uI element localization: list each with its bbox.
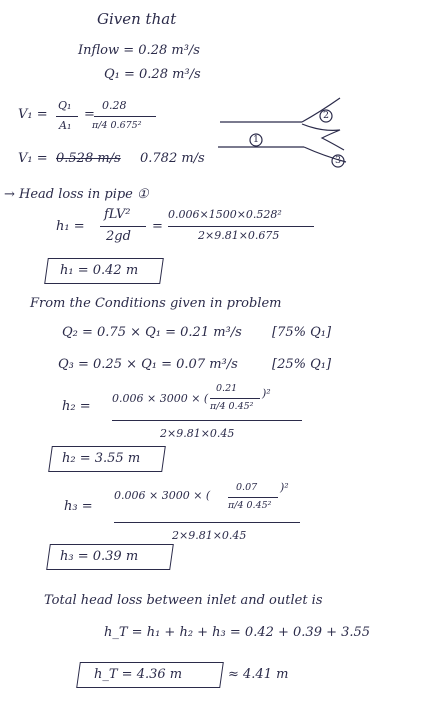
diagram-label-3: 3 — [335, 155, 342, 166]
h3-inner-den: π/4 0.45² — [228, 500, 272, 511]
h3-den: 2×9.81×0.45 — [172, 529, 247, 542]
v1-struck-value: 0.528 m/s — [56, 151, 121, 166]
total-heading: Total head loss between inlet and outlet is — [44, 593, 323, 608]
h1-formula-bar — [100, 226, 146, 227]
diagram-label-1: 1 — [253, 134, 260, 145]
h3-inner-bar — [228, 497, 278, 498]
h2-power: )² — [262, 387, 271, 400]
h1-eq: = — [152, 219, 163, 234]
v1-den: π/4 0.675² — [92, 120, 142, 131]
h2-lhs: h₂ = — [62, 399, 91, 414]
v1-frac-num: Q₁ — [58, 99, 72, 112]
inflow-line: Inflow = 0.28 m³/s — [78, 43, 200, 58]
total-result: h_T = 4.36 m — [94, 667, 183, 682]
h2-result: h₂ = 3.55 m — [62, 451, 141, 466]
given-heading: Given that — [97, 10, 177, 28]
h2-inner-den: π/4 0.45² — [210, 401, 254, 412]
h3-inner-num: 0.07 — [236, 482, 258, 493]
total-sum: h_T = h₁ + h₂ + h₃ = 0.42 + 0.39 + 3.55 — [104, 625, 371, 640]
h3-result: h₃ = 0.39 m — [60, 549, 139, 564]
h1-formula-num: fLV² — [104, 207, 131, 222]
h1-sub-den: 2×9.81×0.675 — [198, 229, 280, 242]
q2-note: [75% Q₁] — [272, 325, 332, 340]
q3-line: Q₃ = 0.25 × Q₁ = 0.07 m³/s — [58, 357, 238, 372]
q3-note: [25% Q₁] — [272, 357, 332, 372]
v1-result: 0.782 m/s — [140, 151, 205, 166]
q1-line: Q₁ = 0.28 m³/s — [104, 67, 201, 82]
v1-num: 0.28 — [102, 99, 127, 112]
h3-power: )² — [280, 481, 289, 494]
h2-num: 0.006 × 3000 × ( — [112, 392, 209, 405]
h3-lhs: h₃ = — [64, 499, 93, 514]
h1-sub-num: 0.006×1500×0.528² — [168, 208, 282, 221]
v1-lhs: V₁ = — [18, 107, 48, 122]
h1-sub-bar — [168, 226, 314, 227]
h3-num: 0.006 × 3000 × ( — [114, 489, 211, 502]
h2-inner-num: 0.21 — [216, 383, 238, 394]
h3-main-bar — [114, 522, 300, 523]
h1-formula-den: 2gd — [106, 229, 131, 244]
h1-result: h₁ = 0.42 m — [60, 263, 139, 278]
v1-eq: = — [84, 107, 95, 122]
total-approx: ≈ 4.41 m — [228, 667, 289, 682]
q2-line: Q₂ = 0.75 × Q₁ = 0.21 m³/s — [62, 325, 242, 340]
conditions-heading: From the Conditions given in problem — [30, 296, 282, 311]
head-loss-heading: → Head loss in pipe ① — [4, 187, 149, 202]
v1-frac-den: A₁ — [59, 119, 72, 132]
h2-inner-bar — [210, 398, 260, 399]
h1-lhs: h₁ = — [56, 219, 85, 234]
h2-den: 2×9.81×0.45 — [160, 427, 235, 440]
diagram-label-2: 2 — [323, 110, 330, 121]
h2-main-bar — [112, 420, 302, 421]
v1-result-prefix: V₁ = — [18, 151, 48, 166]
